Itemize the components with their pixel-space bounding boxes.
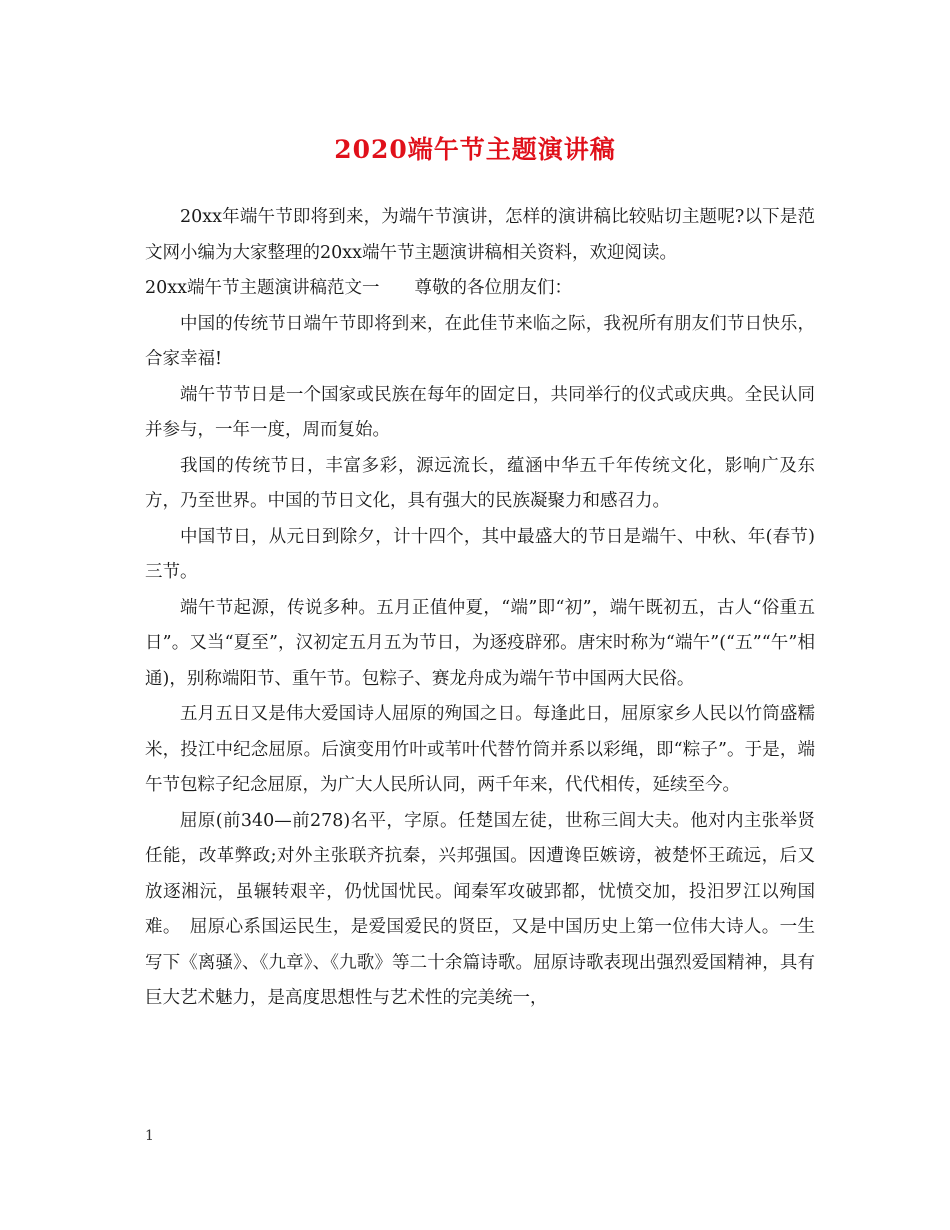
quyuan-biography-paragraph: 屈原(前340—前278)名平，字原。任楚国左徒，世称三闾大夫。他对内主张举贤任能，改革弊政;对外主张联齐抗秦，兴邦强国。因遭谗臣嫉谤，被楚怀王疏远，后又放逐湘沅，虽辗转艰辛，仍忧国忧民。闻秦军攻破郢都，忧愤交加，投汨罗江以殉国难。 屈原心系国运民生，是爱国爱民的贤臣，又是中国历史上第一位伟大诗人。一生写下《离骚》、《九章》、《九歌》等二十余篇诗歌。屈原诗歌表现出强烈爱国精神，具有巨大艺术魅力，是高度思想性与艺术性的完美统一， <box>145 810 815 1008</box>
intro-paragraph: 20xx年端午节即将到来，为端午节演讲，怎样的演讲稿比较贴切主题呢?以下是范文网小编为大家整理的20xx端午节主题演讲稿相关资料，欢迎阅读。 <box>145 207 815 263</box>
origin-paragraph: 端午节起源，传说多种。五月正值仲夏，“端”即“初”，端午既初五，古人“俗重五日”。又当“夏至”，汉初定五月五为节日，为逐疫辟邪。唐宋时称为“端午”(“五”“午”相通)，别称端阳节、重午节。包粽子、赛龙舟成为端午节中国两大民俗。 <box>145 597 815 689</box>
greeting-paragraph: 中国的传统节日端午节即将到来，在此佳节来临之际，我祝所有朋友们节日快乐，合家幸福! <box>145 313 815 369</box>
document-body <box>145 200 815 1017</box>
quyuan-memorial-paragraph: 五月五日又是伟大爱国诗人屈原的殉国之日。每逢此日，屈原家乡人民以竹筒盛糯米，投江中纪念屈原。后演变用竹叶或苇叶代替竹筒并系以彩绳，即“粽子”。于是，端午节包粽子纪念屈原，为广大人民所认同，两千年来，代代相传，延续至今。 <box>145 704 815 795</box>
festival-definition-paragraph: 端午节节日是一个国家或民族在每年的固定日，共同举行的仪式或庆典。全民认同并参与，一年一度，周而复始。 <box>145 384 815 440</box>
document-title: 2020端午节主题演讲稿 <box>334 135 616 164</box>
festival-list-paragraph: 中国节日，从元日到除夕，计十四个，其中最盛大的节日是端午、中秋、年(春节)三节。 <box>145 526 815 582</box>
tradition-paragraph: 我国的传统节日，丰富多彩，源远流长，蕴涵中华五千年传统文化，影响广及东方，乃至世界。中国的节日文化，具有强大的民族凝聚力和感召力。 <box>145 455 815 511</box>
speech-heading-paragraph: 20xx端午节主题演讲稿范文一 尊敬的各位朋友们： <box>145 278 573 298</box>
page-number: 1 <box>145 1128 154 1144</box>
